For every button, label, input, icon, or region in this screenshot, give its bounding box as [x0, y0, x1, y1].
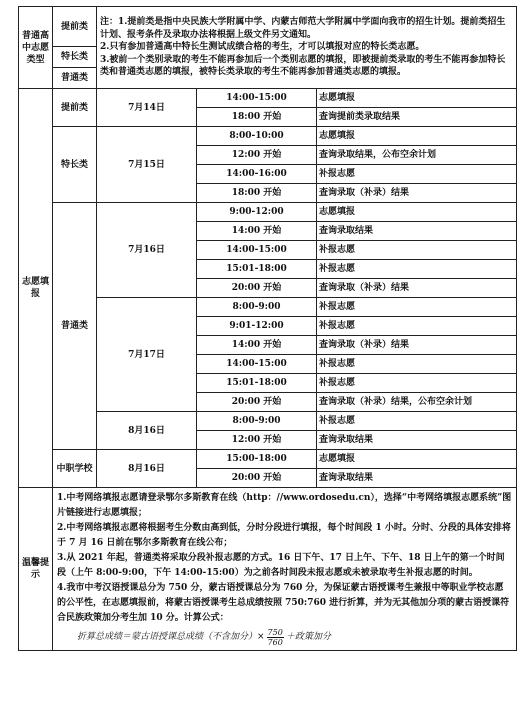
time-cell: 14:00 开始 [197, 222, 317, 241]
task-cell: 查询录取（补录）结果 [317, 336, 517, 355]
time-cell: 14:00 开始 [197, 336, 317, 355]
volunteer-type: 提前类 [53, 7, 97, 47]
task-cell: 补报志愿 [317, 165, 517, 184]
category-cell: 普通类 [53, 203, 97, 450]
time-cell: 9:01-12:00 [197, 317, 317, 336]
time-cell: 20:00 开始 [197, 393, 317, 412]
time-cell: 14:00-16:00 [197, 165, 317, 184]
tip-item: 3.从 2021 年起，普通类将采取分段补报志愿的方式。16 日下午、17 日上午、下午、18 日上午的第一个时间段（上午 8:00-9:00，下午 14:00-15:00）为之前各时间段未报志愿或未被录取考生补报志愿的时间。 [57, 553, 505, 578]
time-cell: 14:00-15:00 [197, 89, 317, 108]
note-line: 3.被前一个类别录取的考生不能再参加后一个类别志愿的填报，即被提前类录取的考生不能再参加特长类和普通类志愿的填报，被特长类录取的考生不能再参加普通类志愿的填报。 [100, 54, 506, 78]
date-cell: 8月16日 [97, 450, 197, 488]
fill-label: 志愿填报 [19, 89, 53, 488]
task-cell: 补报志愿 [317, 374, 517, 393]
task-cell: 志愿填报 [317, 203, 517, 222]
time-cell: 14:00-15:00 [197, 355, 317, 374]
tip-item: 1.中考网络填报志愿请登录鄂尔多斯教育在线（http：//www.ordosedu.cn），选择“中考网络填报志愿系统”图片链接进行志愿填报； [57, 493, 512, 518]
time-cell: 8:00-10:00 [197, 127, 317, 146]
task-cell: 查询录取结果 [317, 431, 517, 450]
time-cell: 20:00 开始 [197, 279, 317, 298]
task-cell: 补报志愿 [317, 355, 517, 374]
formula-denominator: 760 [267, 638, 283, 647]
formula-left: 折算总成绩＝蒙古语授课总成绩（不含加分）× [77, 632, 265, 642]
time-cell: 18:00 开始 [197, 108, 317, 127]
note-line: 注：1.提前类是指中央民族大学附属中学、内蒙古师范大学附属中学面向我市的招生计划。提前类招生计划、报考条件及录取办法将根据上级文件另文通知。 [100, 17, 506, 40]
schedule-row [19, 450, 517, 469]
formula-right: ＋政策加分 [285, 632, 331, 642]
time-cell: 15:00-18:00 [197, 450, 317, 469]
date-cell: 7月15日 [97, 127, 197, 203]
formula-fraction [267, 628, 284, 647]
time-cell: 8:00-9:00 [197, 412, 317, 431]
schedule-row [19, 89, 517, 108]
schedule-row [19, 127, 517, 146]
schedule-row [19, 203, 517, 222]
task-cell: 查询录取结果 [317, 469, 517, 488]
task-cell: 补报志愿 [317, 241, 517, 260]
task-cell: 查询录取结果，公布空余计划 [317, 146, 517, 165]
table-body [19, 7, 517, 651]
date-cell: 7月14日 [97, 89, 197, 127]
volunteer-type: 特长类 [53, 47, 97, 68]
date-cell: 8月16日 [97, 412, 197, 450]
time-cell: 14:00-15:00 [197, 241, 317, 260]
task-cell: 补报志愿 [317, 298, 517, 317]
task-cell: 补报志愿 [317, 412, 517, 431]
tip-item: 2.中考网络填报志愿将根据考生分数由高到低，分时分段进行填报，每个时间段 1 小时。分时、分段的具体安排将于 7 月 16 日前在鄂尔多斯教育在线公布； [57, 523, 511, 548]
note-line: 2.只有参加普通高中特长生测试成绩合格的考生，才可以填报对应的特长类志愿。 [100, 42, 425, 53]
category-cell: 中职学校 [53, 450, 97, 488]
time-cell: 12:00 开始 [197, 431, 317, 450]
date-cell: 7月17日 [97, 298, 197, 412]
volunteer-type: 普通类 [53, 68, 97, 89]
schedule-table [18, 6, 517, 651]
task-cell: 查询录取（补录）结果，公布空余计划 [317, 393, 517, 412]
formula-numerator: 750 [267, 628, 283, 637]
time-cell: 8:00-9:00 [197, 298, 317, 317]
type-row [19, 7, 517, 47]
category-cell: 提前类 [53, 89, 97, 127]
tips-cell [53, 488, 517, 651]
date-cell: 7月16日 [97, 203, 197, 298]
task-cell: 查询提前类录取结果 [317, 108, 517, 127]
tips-row [19, 488, 517, 651]
task-cell: 志愿填报 [317, 450, 517, 469]
time-cell: 12:00 开始 [197, 146, 317, 165]
task-cell: 补报志愿 [317, 317, 517, 336]
tip-item: 4.我市中考汉语授课总分为 750 分，蒙古语授课总分为 760 分，为保证蒙古语授课考生兼报中等职业学校志愿的公平性，在志愿填报前，将蒙古语授课考生总成绩按照 750:760 进行折算，并为无其他加分项的蒙古语授课符合民族政策加分考生加 10 分。计算公式： [57, 583, 510, 623]
schedule-sheet [18, 6, 516, 651]
time-cell: 20:00 开始 [197, 469, 317, 488]
time-cell: 15:01-18:00 [197, 374, 317, 393]
time-cell: 18:00 开始 [197, 184, 317, 203]
task-cell: 志愿填报 [317, 89, 517, 108]
category-cell: 特长类 [53, 127, 97, 203]
volunteer-type-label: 普通高中志愿类型 [19, 7, 53, 89]
time-cell: 15:01-18:00 [197, 260, 317, 279]
task-cell: 志愿填报 [317, 127, 517, 146]
tips-label: 温馨提示 [19, 488, 53, 651]
score-formula [77, 628, 331, 647]
task-cell: 查询录取（补录）结果 [317, 279, 517, 298]
task-cell: 查询录取（补录）结果 [317, 184, 517, 203]
notes-cell [97, 7, 517, 89]
time-cell: 9:00-12:00 [197, 203, 317, 222]
task-cell: 查询录取结果 [317, 222, 517, 241]
task-cell: 补报志愿 [317, 260, 517, 279]
